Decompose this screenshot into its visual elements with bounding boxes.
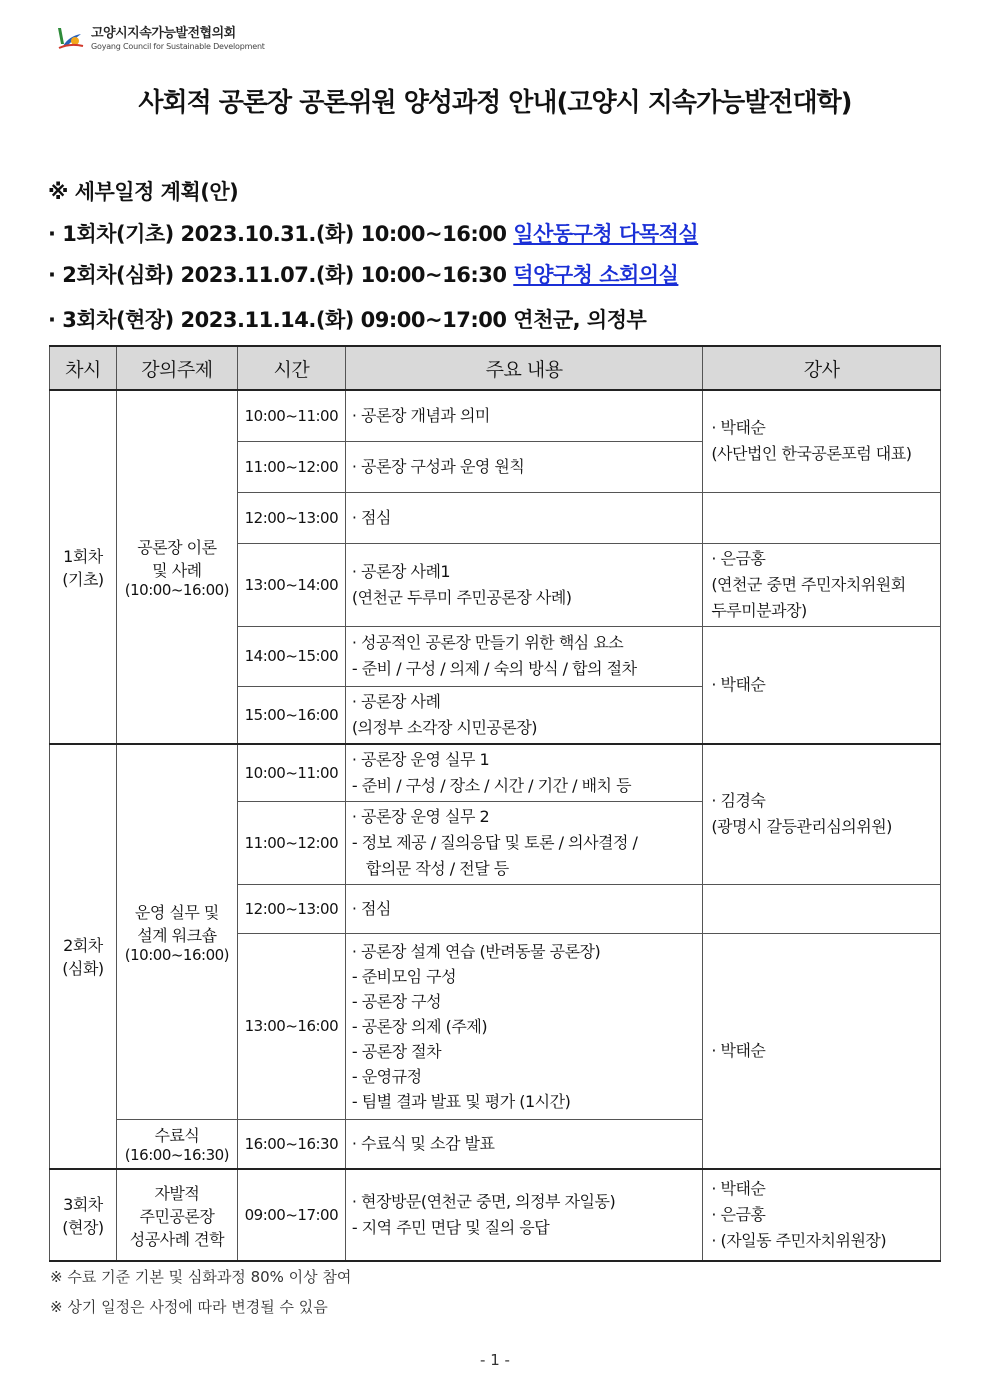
session-cell: 2회차 (심화)	[50, 744, 117, 1170]
time-cell: 09:00~17:00	[237, 1169, 345, 1261]
instructor-cell: · 김경숙 (광명시 갈등관리심의위원)	[703, 744, 941, 885]
time-cell: 11:00~12:00	[237, 801, 345, 884]
content-cell: · 공론장 구성과 운영 원칙	[345, 441, 702, 492]
time-cell: 14:00~15:00	[237, 626, 345, 686]
org-name-en: Goyang Council for Sustainable Development	[91, 42, 265, 51]
topic-cell: 공론장 이론 및 사례 (10:00~16:00)	[116, 390, 237, 744]
topic-cell: 자발적 주민공론장 성공사례 견학	[116, 1169, 237, 1261]
schedule-item-location: 연천군, 의정부	[513, 308, 647, 332]
col-header-time: 시간	[237, 346, 345, 390]
page-number: - 1 -	[480, 1351, 510, 1369]
page-title: 사회적 공론장 공론위원 양성과정 안내(고양시 지속가능발전대학)	[138, 88, 852, 118]
org-logo	[55, 22, 265, 51]
content-cell: · 공론장 설계 연습 (반려동물 공론장) - 준비모임 구성 - 공론장 구성 - 공론장 의제 (주제) - 공론장 절차 - 운영규정 - 팀별 결과 발표 및 평가 (1시간)	[345, 933, 702, 1119]
time-cell: 12:00~13:00	[237, 884, 345, 933]
instructor-cell: · 박태순	[703, 626, 941, 744]
time-cell: 11:00~12:00	[237, 441, 345, 492]
topic-cell: 수료식 (16:00~16:30)	[116, 1119, 237, 1169]
logo-icon	[55, 24, 85, 50]
schedule-item	[48, 218, 698, 248]
instructor-cell: · 박태순 · 은금홍 · (자일동 주민자치위원장)	[703, 1169, 941, 1261]
instructor-cell: · 박태순 (사단법인 한국공론포럼 대표)	[703, 390, 941, 492]
time-cell: 15:00~16:00	[237, 686, 345, 744]
table-row	[50, 744, 941, 802]
schedule-item-location: 덕양구청 소회의실	[513, 263, 679, 287]
content-cell: · 점심	[345, 492, 702, 543]
instructor-cell	[703, 884, 941, 933]
content-cell: · 공론장 운영 실무 1 - 준비 / 구성 / 장소 / 시간 / 기간 / 배치 등	[345, 744, 702, 802]
time-cell: 13:00~16:00	[237, 933, 345, 1119]
session-cell: 3회차 (현장)	[50, 1169, 117, 1261]
content-cell: · 수료식 및 소감 발표	[345, 1119, 702, 1169]
table-row	[50, 390, 941, 441]
schedule-item-label: · 3회차(현장) 2023.11.14.(화) 09:00~17:00	[48, 308, 507, 332]
time-cell: 10:00~11:00	[237, 744, 345, 802]
content-cell: · 현장방문(연천군 중면, 의정부 자일동) - 지역 주민 면담 및 질의 응답	[345, 1169, 702, 1261]
content-cell: · 점심	[345, 884, 702, 933]
topic-cell: 운영 실무 및 설계 워크숍 (10:00~16:00)	[116, 744, 237, 1120]
schedule-item	[48, 259, 678, 289]
table-header-row	[50, 346, 941, 390]
schedule-heading: ※ 세부일정 계획(안)	[48, 180, 239, 204]
instructor-cell: · 박태순	[703, 933, 941, 1169]
col-header-topic: 강의주제	[116, 346, 237, 390]
col-header-session: 차시	[50, 346, 117, 390]
col-header-content: 주요 내용	[345, 346, 702, 390]
schedule-item-label: · 1회차(기초) 2023.10.31.(화) 10:00~16:00	[48, 222, 507, 246]
content-cell: · 공론장 사례1 (연천군 두루미 주민공론장 사례)	[345, 543, 702, 626]
content-cell: · 공론장 사례 (의정부 소각장 시민공론장)	[345, 686, 702, 744]
instructor-cell	[703, 492, 941, 543]
content-cell: · 공론장 개념과 의미	[345, 390, 702, 441]
schedule-item-location: 일산동구청 다목적실	[513, 222, 699, 246]
org-name: 고양시지속가능발전협의회	[91, 26, 236, 41]
content-cell: · 성공적인 공론장 만들기 위한 핵심 요소 - 준비 / 구성 / 의제 / 숙의 방식 / 합의 절차	[345, 626, 702, 686]
schedule-table	[49, 345, 941, 1262]
time-cell: 13:00~14:00	[237, 543, 345, 626]
footnote: ※ 수료 기준 기본 및 심화과정 80% 이상 참여	[50, 1268, 352, 1286]
time-cell: 16:00~16:30	[237, 1119, 345, 1169]
schedule-item-label: · 2회차(심화) 2023.11.07.(화) 10:00~16:30	[48, 263, 507, 287]
time-cell: 12:00~13:00	[237, 492, 345, 543]
footnotes	[50, 1262, 351, 1322]
table-row	[50, 1169, 941, 1261]
schedule-item	[48, 304, 646, 334]
instructor-cell: · 은금홍 (연천군 중면 주민자치위원회 두루미분과장)	[703, 543, 941, 626]
footnote: ※ 상기 일정은 사정에 따라 변경될 수 있음	[50, 1298, 328, 1316]
time-cell: 10:00~11:00	[237, 390, 345, 441]
content-cell: · 공론장 운영 실무 2 - 정보 제공 / 질의응답 및 토론 / 의사결정 / 합의문 작성 / 전달 등	[345, 801, 702, 884]
col-header-instructor: 강사	[703, 346, 941, 390]
session-cell: 1회차 (기초)	[50, 390, 117, 744]
